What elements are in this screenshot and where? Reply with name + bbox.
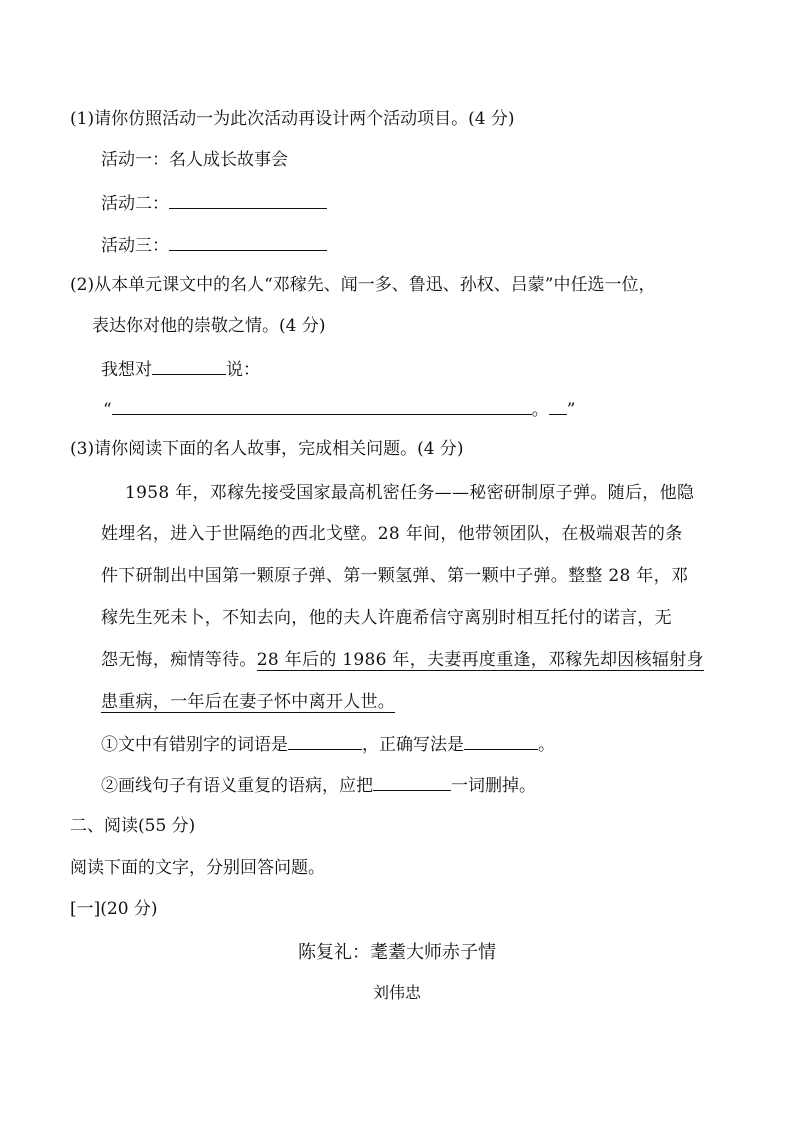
- question-3-prompt: (3)请你阅读下面的名人故事，完成相关问题。(4 分): [70, 439, 464, 459]
- quote-blank[interactable]: [112, 396, 532, 415]
- passage-line-5-plain: 怨无悔，痴情等待。: [101, 650, 257, 670]
- say-to-row: [101, 356, 260, 382]
- close-quote: ”: [566, 400, 576, 420]
- section-2-heading: 二、阅读(55 分): [70, 816, 196, 836]
- activity-2-row: [101, 190, 327, 216]
- activity-2-blank[interactable]: [169, 190, 327, 209]
- question-1-prompt: (1)请你仿照活动一为此次活动再设计两个活动项目。(4 分): [70, 109, 515, 129]
- passage-line-1: 1958 年，邓稼先接受国家最高机密任务——秘密研制原子弹。随后，他隐: [125, 483, 695, 503]
- delete-word-blank[interactable]: [373, 772, 451, 791]
- sub-question-1: [101, 731, 555, 757]
- sub1-middle: ，正确写法是: [362, 735, 464, 755]
- passage-line-4: 稼先生死未卜，不知去向，他的夫人许鹿希信守离别时相互托付的诺言，无: [101, 608, 672, 628]
- quote-period: 。: [531, 400, 549, 420]
- activity-3-blank[interactable]: [169, 232, 327, 251]
- activity-2-label: 活动二：: [101, 194, 169, 214]
- quote-row: [103, 396, 575, 422]
- question-2-prompt-line1: (2)从本单元课文中的名人“邓稼先、闻一多、鲁迅、孙权、吕蒙”中任选一位，: [70, 275, 656, 295]
- passage-line-5: [101, 648, 704, 672]
- quote-tail-blank: [549, 396, 567, 415]
- say-prefix: 我想对: [101, 360, 152, 380]
- reading-part-1-label: [一](20 分): [70, 899, 158, 919]
- activity-1-text: 活动一：名人成长故事会: [101, 150, 288, 170]
- passage-line-6: [101, 690, 395, 714]
- passage-line-2: 姓埋名，进入于世隔绝的西北戈壁。28 年间，他带领团队，在极端艰苦的条: [101, 524, 683, 544]
- article-author: 刘伟忠: [372, 983, 421, 1002]
- activity-3-row: [101, 232, 327, 258]
- sub1-end: 。: [538, 735, 555, 755]
- sub2-suffix: 一词删掉。: [451, 776, 536, 796]
- underlined-sentence-part-1: 28 年后的 1986 年，夫妻再度重逢，邓稼先却因核辐射身: [256, 650, 704, 670]
- activity-3-label: 活动三：: [101, 236, 169, 256]
- correct-word-blank[interactable]: [464, 731, 538, 750]
- passage-line-3: 件下研制出中国第一颗原子弹、第一颗氢弹、第一颗中子弹。整整 28 年，邓: [101, 566, 689, 586]
- sub-question-2: [101, 772, 536, 798]
- sub2-prefix: ②画线句子有语义重复的语病，应把: [101, 776, 373, 796]
- underlined-sentence-part-2: 患重病，一年后在妻子怀中离开人世。: [101, 692, 396, 712]
- person-blank[interactable]: [152, 356, 226, 375]
- sub1-prefix: ①文中有错别字的词语是: [101, 735, 288, 755]
- article-title: 陈复礼：耄耋大师赤子情: [298, 942, 496, 963]
- reading-instruction: 阅读下面的文字，分别回答问题。: [70, 858, 325, 878]
- wrong-word-blank[interactable]: [288, 731, 362, 750]
- question-2-prompt-line2: 表达你对他的崇敬之情。(4 分): [92, 316, 326, 336]
- open-quote: “: [103, 400, 112, 420]
- say-suffix: 说：: [226, 360, 260, 380]
